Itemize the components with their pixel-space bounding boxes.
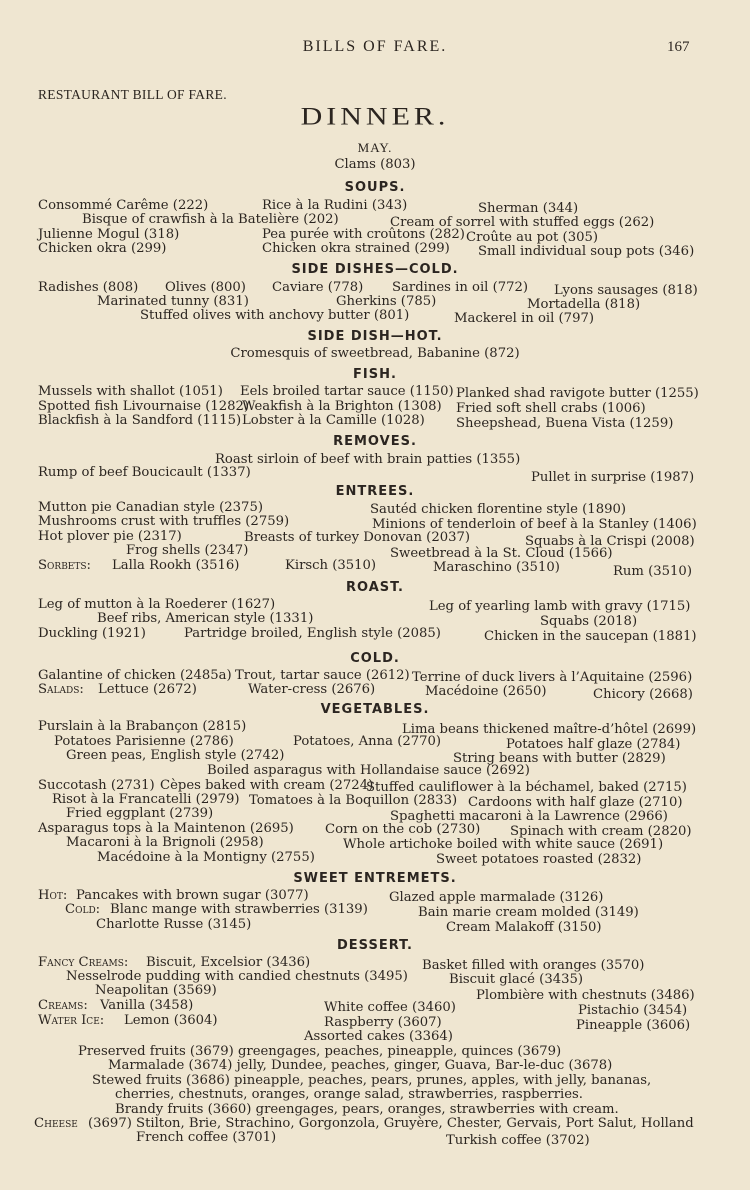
menu-item: Mackerel in oil (797) [454, 311, 594, 326]
menu-item: Maraschino (3510) [433, 560, 560, 575]
menu-item: Mutton pie Canadian style (2375) [38, 500, 263, 515]
menu-item: Whole artichoke boiled with white sauce (2691) [343, 837, 664, 852]
menu-item: Neapolitan (3569) [95, 983, 217, 998]
menu-item: Cream of sorrel with stuffed eggs (262) [390, 215, 655, 230]
month-label: MAY. [357, 140, 393, 155]
salads-label: Salads: [38, 682, 84, 697]
meal-title: DINNER. [300, 102, 450, 131]
menu-item: Sweetbread à la St. Cloud (1566) [390, 546, 613, 561]
menu-item: Lyons sausages (818) [554, 283, 698, 298]
menu-item: Julienne Mogul (318) [38, 227, 180, 242]
running-title: BILLS OF FARE. [302, 38, 448, 55]
menu-item: Hot plover pie (2317) [38, 529, 182, 544]
menu-item: (3697) Stilton, Brie, Strachino, Gorgonzola, Gruyère, Chester, Gervais, Port Salut, Holland [88, 1116, 694, 1131]
menu-item: Plombière with chestnuts (3486) [476, 988, 695, 1003]
menu-item: Sherman (344) [478, 201, 579, 216]
menu-item: Biscuit glacé (3435) [449, 972, 584, 987]
menu-item: Small individual soup pots (346) [478, 244, 695, 259]
menu-item: Tomatoes à la Boquillon (2833) [249, 793, 458, 808]
menu-item: Blanc mange with strawberries (3139) [110, 902, 368, 917]
menu-item: Sweet potatoes roasted (2832) [436, 852, 642, 867]
menu-item: Biscuit, Excelsior (3436) [146, 955, 311, 970]
menu-kind: RESTAURANT BILL OF FARE. [38, 87, 227, 102]
menu-item: Bisque of crawfish à la Batelière (202) [82, 212, 339, 227]
menu-item: Stuffed cauliflower à la béchamel, baked (2715) [366, 780, 687, 795]
menu-item: Planked shad ravigote butter (1255) [456, 386, 699, 401]
menu-item: Asparagus tops à la Maintenon (2695) [38, 821, 294, 836]
menu-item: Lobster à la Camille (1028) [242, 413, 425, 428]
menu-item: Leg of mutton à la Roederer (1627) [38, 597, 276, 612]
menu-item: Rum (3510) [613, 564, 692, 579]
creams-label: Creams: [38, 998, 88, 1013]
menu-item: Radishes (808) [38, 280, 139, 295]
menu-item: Lemon (3604) [124, 1013, 218, 1028]
section-roast-title: ROAST. [346, 580, 404, 595]
menu-item: Rump of beef Boucicault (1337) [38, 465, 251, 480]
menu-item: Croûte au pot (305) [466, 230, 599, 245]
menu-item: Chicory (2668) [593, 687, 693, 702]
appetizer: Clams (803) [334, 157, 416, 172]
menu-item: Pea purée with croûtons (282) [262, 227, 465, 242]
menu-item: Raspberry (3607) [324, 1015, 442, 1030]
menu-item: Cromesquis of sweetbread, Babanine (872) [230, 346, 520, 361]
menu-item: Spaghetti macaroni à la Lawrence (2966) [390, 809, 668, 824]
menu-item: Brandy fruits (3660) greengages, pears, oranges, strawberries with cream. [115, 1102, 619, 1117]
menu-item: Kirsch (3510) [285, 558, 377, 573]
section-side-cold-title: SIDE DISHES—COLD. [291, 262, 459, 277]
menu-item: Minions of tenderloin of beef à la Stanley (1406) [372, 517, 697, 532]
menu-item: Pancakes with brown sugar (3077) [76, 888, 309, 903]
menu-item: Sheepshead, Buena Vista (1259) [456, 416, 674, 431]
section-vegetables-title: VEGETABLES. [320, 702, 430, 717]
menu-item: Potatoes Parisienne (2786) [54, 734, 234, 749]
menu-item: Succotash (2731) [38, 778, 155, 793]
menu-item: Blackfish à la Sandford (1115) [38, 413, 242, 428]
menu-item: French coffee (3701) [136, 1130, 277, 1145]
menu-item: Rice à la Rudini (343) [262, 198, 408, 213]
menu-item: Macédoine à la Montigny (2755) [97, 850, 315, 865]
menu-item: Beef ribs, American style (1331) [97, 611, 314, 626]
menu-item: Corn on the cob (2730) [325, 822, 481, 837]
section-sweet-entremets-title: SWEET ENTREMETS. [293, 871, 457, 886]
menu-item: Frog shells (2347) [126, 543, 249, 558]
menu-item: Cardoons with half glaze (2710) [468, 795, 683, 810]
menu-item: Squabs à la Crispi (2008) [525, 534, 695, 549]
cheese-label: Cheese [34, 1116, 78, 1131]
menu-item: Stewed fruits (3686) pineapple, peaches, pears, prunes, apples, with jelly, bananas, [92, 1073, 652, 1088]
section-soups-title: SOUPS. [344, 180, 406, 195]
menu-item: Green peas, English style (2742) [66, 748, 285, 763]
menu-item: Water-cress (2676) [248, 682, 376, 697]
section-fish-title: FISH. [353, 367, 397, 382]
menu-item: Nesselrode pudding with candied chestnuts (3495) [66, 969, 408, 984]
menu-item: White coffee (3460) [324, 1000, 456, 1015]
menu-item: Macédoine (2650) [425, 684, 547, 699]
menu-item: Lettuce (2672) [98, 682, 197, 697]
fancy-creams-label: Fancy Creams: [38, 955, 129, 970]
menu-item: Chicken okra (299) [38, 241, 167, 256]
menu-item: Galantine of chicken (2485a) [38, 668, 232, 683]
menu-item: Pistachio (3454) [578, 1003, 688, 1018]
section-side-hot-title: SIDE DISH—HOT. [307, 329, 443, 344]
menu-item: Terrine of duck livers à l’Aquitaine (2596) [412, 670, 693, 685]
menu-item: Caviare (778) [272, 280, 364, 295]
menu-item: Charlotte Russe (3145) [96, 917, 252, 932]
water-ice-label: Water Ice: [38, 1013, 105, 1028]
menu-item: Potatoes half glaze (2784) [506, 737, 681, 752]
menu-item: Chicken in the saucepan (1881) [484, 629, 697, 644]
menu-item: Eels broiled tartar sauce (1150) [240, 384, 454, 399]
cold-label: Cold: [65, 902, 101, 917]
menu-item: Lima beans thickened maître-d’hôtel (2699) [402, 722, 697, 737]
sorbets-label: Sorbets: [38, 558, 91, 573]
menu-item: Stuffed olives with anchovy butter (801) [140, 308, 410, 323]
menu-item: Macaroni à la Brignoli (2958) [66, 835, 264, 850]
hot-label: Hot: [38, 888, 68, 903]
section-cold-title: COLD. [350, 651, 400, 666]
menu-item: Sardines in oil (772) [392, 280, 529, 295]
menu-item: String beans with butter (2829) [453, 751, 666, 766]
menu-item: Marinated tunny (831) [97, 294, 249, 309]
menu-item: Turkish coffee (3702) [446, 1133, 590, 1148]
menu-item: Breasts of turkey Donovan (2037) [244, 530, 471, 545]
menu-item: Sautéd chicken florentine style (1890) [370, 502, 627, 517]
menu-item: Preserved fruits (3679) greengages, peaches, pineapple, quinces (3679) [78, 1044, 562, 1059]
menu-item: Spotted fish Livournaise (1282) [38, 399, 250, 414]
menu-item: Mortadella (818) [527, 297, 641, 312]
menu-item: Pineapple (3606) [576, 1018, 691, 1033]
menu-item: Fried eggplant (2739) [66, 806, 214, 821]
menu-item: Pullet in surprise (1987) [531, 470, 695, 485]
menu-item: Basket filled with oranges (3570) [422, 958, 645, 973]
menu-item: Chicken okra strained (299) [262, 241, 450, 256]
menu-item: Squabs (2018) [540, 614, 638, 629]
menu-item: Roast sirloin of beef with brain patties (1355) [215, 452, 521, 467]
menu-item: Assorted cakes (3364) [304, 1029, 453, 1044]
menu-item: Leg of yearling lamb with gravy (1715) [429, 599, 691, 614]
menu-item: Partridge broiled, English style (2085) [184, 626, 441, 641]
menu-item: Gherkins (785) [336, 294, 437, 309]
section-dessert-title: DESSERT. [337, 938, 413, 953]
menu-item: Potatoes, Anna (2770) [293, 734, 442, 749]
section-entrees-title: ENTREES. [335, 484, 415, 499]
menu-item: Weakfish à la Brighton (1308) [242, 399, 442, 414]
menu-item: Glazed apple marmalade (3126) [389, 890, 604, 905]
menu-item: Olives (800) [165, 280, 246, 295]
menu-item: Vanilla (3458) [100, 998, 194, 1013]
menu-item: Trout, tartar sauce (2612) [235, 668, 410, 683]
menu-item: Cèpes baked with cream (2724) [160, 778, 374, 793]
page-number: 167 [667, 39, 690, 55]
menu-item: Duckling (1921) [38, 626, 146, 641]
menu-item: Fried soft shell crabs (1006) [456, 401, 646, 416]
menu-item: Spinach with cream (2820) [510, 824, 692, 839]
menu-item: Cream Malakoff (3150) [446, 920, 602, 935]
menu-item: Purslain à la Brabançon (2815) [38, 719, 247, 734]
menu-item: Risot à la Francatelli (2979) [52, 792, 240, 807]
menu-item: Consommé Carême (222) [38, 198, 209, 213]
menu-item: Lalla Rookh (3516) [112, 558, 240, 573]
menu-item: Mushrooms crust with truffles (2759) [38, 514, 290, 529]
menu-item: Marmalade (3674) jelly, Dundee, peaches, ginger, Guava, Bar-le-duc (3678) [108, 1058, 613, 1073]
menu-item: Bain marie cream molded (3149) [418, 905, 639, 920]
menu-item: Mussels with shallot (1051) [38, 384, 223, 399]
menu-item: cherries, chestnuts, oranges, orange salad, strawberries, raspberries. [115, 1087, 583, 1102]
section-removes-title: REMOVES. [333, 434, 417, 449]
menu-item: Boiled asparagus with Hollandaise sauce (2692) [207, 763, 530, 778]
